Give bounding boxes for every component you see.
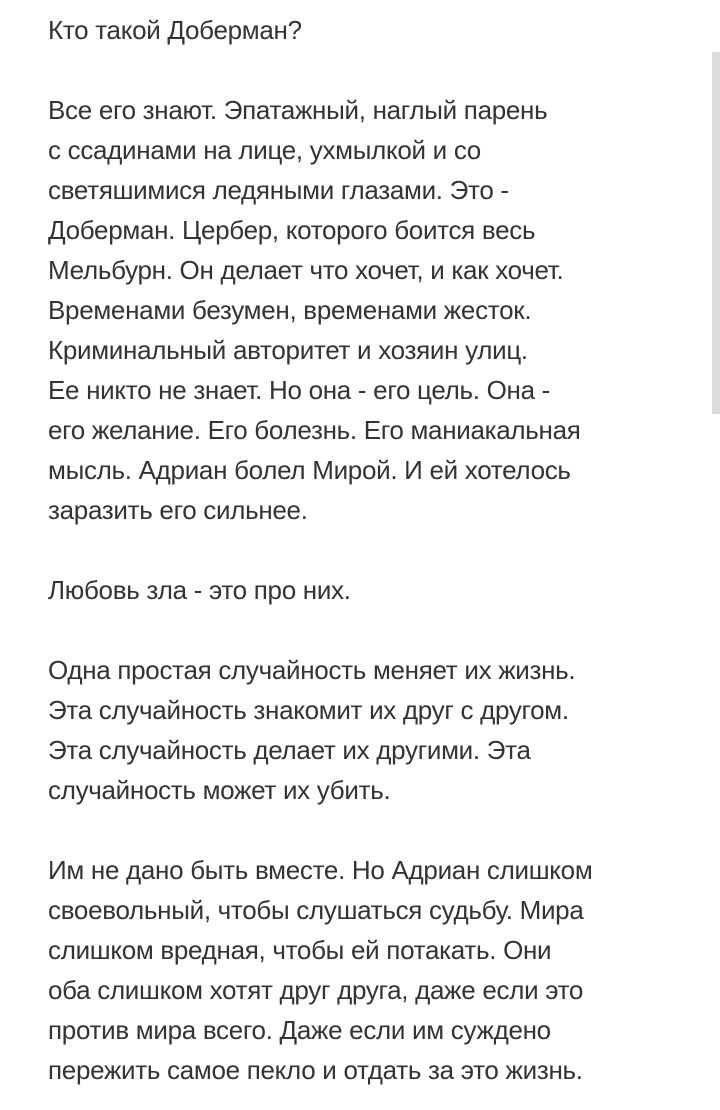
text-line: против мира всего. Даже если им суждено (48, 1015, 551, 1045)
text-line: мысль. Адриан болел Мирой. И ей хотелось (48, 455, 571, 485)
paragraph-gap (48, 610, 708, 650)
text-line: пережить самое пекло и отдать за это жизнь. (48, 1055, 583, 1085)
text-line: светяшимися ледяными глазами. Это - (48, 175, 509, 205)
text-line: Все его знают. Эпатажный, наглый парень (48, 95, 548, 125)
text-line: Эта случайность делает их другими. Эта (48, 735, 531, 765)
text-line: Одна простая случайность меняет их жизнь. (48, 655, 576, 685)
text-line: Эта случайность знакомит их друг с другом. (48, 695, 569, 725)
document-title: Кто такой Доберман? (48, 15, 302, 45)
paragraph-gap (48, 50, 708, 90)
paragraph-gap (48, 810, 708, 850)
text-line: Ее никто не знает. Но она - его цель. Она - (48, 375, 551, 405)
text-line: Временами безумен, временами жесток. (48, 295, 532, 325)
text-line: слишком вредная, чтобы ей потакать. Они (48, 935, 552, 965)
text-line: Криминальный авторитет и хозяин улиц. (48, 335, 528, 365)
text-line: его желание. Его болезнь. Его маниакальная (48, 415, 581, 445)
text-line: случайность может их убить. (48, 775, 391, 805)
text-line: с ссадинами на лице, ухмылкой и со (48, 135, 481, 165)
scrollbar-thumb[interactable] (712, 52, 720, 414)
text-line: Доберман. Цербер, которого боится весь (48, 215, 536, 245)
text-line: Любовь зла - это про них. (48, 575, 351, 605)
text-line: оба слишком хотят друг друга, даже если это (48, 975, 584, 1005)
text-line: заразить его сильнее. (48, 495, 308, 525)
text-line: Мельбурн. Он делает что хочет, и как хочет. (48, 255, 564, 285)
paragraph-gap (48, 530, 708, 570)
text-line: Им не дано быть вместе. Но Адриан слишком (48, 855, 593, 885)
document-text (48, 10, 708, 1090)
text-line: своевольный, чтобы слушаться судьбу. Мира (48, 895, 584, 925)
